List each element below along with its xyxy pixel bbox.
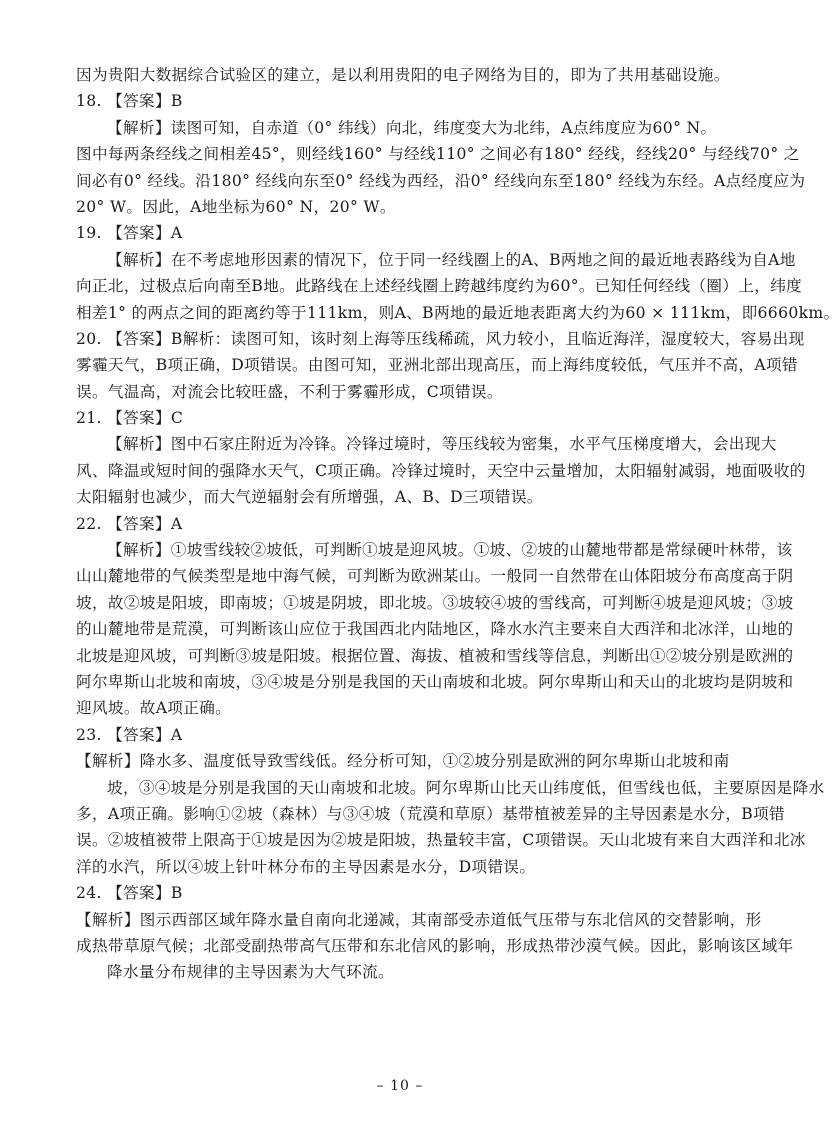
answer-explanations [76,62,840,1038]
text-line: 太阳辐射也减少，而大气逆辐射会有所增强，A、B、D三项错误。 [76,488,543,507]
question-answer: 【解析】降水多、温度低导致雪线低。经分析可知，①②坡分别是欧洲的阿尔卑斯山北坡和南 [76,752,730,771]
question-answer: 20. 【答案】B解析：读图可知，该时刻上海等压线稀疏，风力较小，且临近海洋，湿度较大，容易出现 [76,329,805,348]
text-line: 多，A项正确。影响①②坡（森林）与③④坡（荒漠和草原）基带植被差异的主导因素是水分，B项错 [76,804,786,823]
text-line: 【解析】图示西部区域年降水量自南向北递减，其南部受赤道低气压带与东北信风的交替影响，形 [76,910,762,929]
text-line: 迎风坡。故A项正确。 [76,699,232,718]
text-line: 【解析】①坡雪线较②坡低，可判断①坡是迎风坡。①坡、②坡的山麓地带都是常绿硬叶林带，该 [107,541,793,560]
text-line: 坡，③④坡是分别是我国的天山南坡和北坡。阿尔卑斯山比天山纬度低，但雪线也低，主要原因是降水 [107,778,825,797]
text-line: 山山麓地带的气候类型是地中海气候，可判断为欧洲某山。一般同一自然带在山体阳坡分布高度高于阴 [76,567,794,586]
text-line: 北坡是迎风坡，可判断③坡是阳坡。根据位置、海拔、植被和雪线等信息，判断出①②坡分别是欧洲的 [76,646,794,665]
text-line: 【解析】在不考虑地形因素的情况下，位于同一经线圈上的A、B两地之间的最近地表路线为自A地 [107,250,796,269]
text-line: 阿尔卑斯山北坡和南坡，③④坡是分别是我国的天山南坡和北坡。阿尔卑斯山和天山的北坡均是阴坡和 [76,672,794,691]
question-answer: 成热带草原气候；北部受副热带高气压带和东北信风的影响，形成热带沙漠气候。因此，影响该区域年 [76,936,794,955]
text-line: 误。②坡植被带上限高于①坡是因为②坡是阳坡，热量较丰富，C项错误。天山北坡有来自大西洋和北冰 [76,831,806,850]
text-line: 的山麓地带是荒漠，可判断该山应位于我国西北内陆地区，降水水汽主要来自大西洋和北冰洋，山地的 [76,620,794,639]
text-line: 雾霾天气，B项正确，D项错误。由图可知，亚洲北部出现高压，而上海纬度较低，气压并不高，A项错 [76,356,798,375]
text-line [76,1012,734,1038]
text-line [76,986,734,1012]
question-answer: 21. 【答案】C [76,409,184,428]
text-line: 坡，故②坡是阳坡，即南坡；①坡是阴坡，即北坡。③坡较④坡的雪线高，可判断④坡是迎风坡；③坡 [76,593,794,612]
text-line: 【解析】图中石家庄附近为冷锋。冷锋过境时，等压线较为密集，水平气压梯度增大，会出现大 [107,435,777,454]
text-line: 间必有0° 经线。沿180° 经线向东至0° 经线为西经，沿0° 经线向东至180° 经线为东经。A点经度应为 [76,171,806,190]
text-line: 20° W。因此，A地坐标为60° N，20° W。 [76,197,396,216]
text-line: 24. 【答案】B [76,884,183,903]
question-answer: 22. 【答案】A [76,514,183,533]
page-number: – 10 – [376,1078,424,1094]
text-line: 因为贵阳大数据综合试验区的建立，是以利用贵阳的电子网络为目的，即为了共用基础设施。 [76,66,730,84]
text-line: 风、降温或短时间的强降水天气，C项正确。冷锋过境时，天空中云量增加，太阳辐射减弱，地面吸收的 [76,461,806,480]
text-line: 误。气温高，对流会比较旺盛，不利于雾霾形成，C项错误。 [76,382,503,401]
text-line: 向正北，过极点后向南至B地。此路线在上述经线圈上跨越纬度约为60°。已知任何经线（圈）上，纬度 [76,277,803,296]
text-line: 洋的水汽，所以④坡上针叶林分布的主导因素是水分，D项错误。 [76,857,536,876]
text-line: 23. 【答案】A [76,725,183,744]
question-answer: 18. 【答案】B [76,92,183,111]
text-line: 降水量分布规律的主导因素为大气环流。 [107,963,394,982]
text-line: 【解析】读图可知，自赤道（0° 纬线）向北，纬度变大为北纬，A点纬度应为60° N。 [107,118,717,137]
text-line: 相差1° 的两点之间的距离约等于111km，则A、B两地的最近地表距离大约为60 × 111km，即6660km。 [76,303,840,322]
question-answer: 19. 【答案】A [76,224,183,243]
text-line: 图中每两条经线之间相差45°，则经线160° 与经线110° 之间必有180° 经线，经线20° 与经线70° 之 [76,145,800,164]
